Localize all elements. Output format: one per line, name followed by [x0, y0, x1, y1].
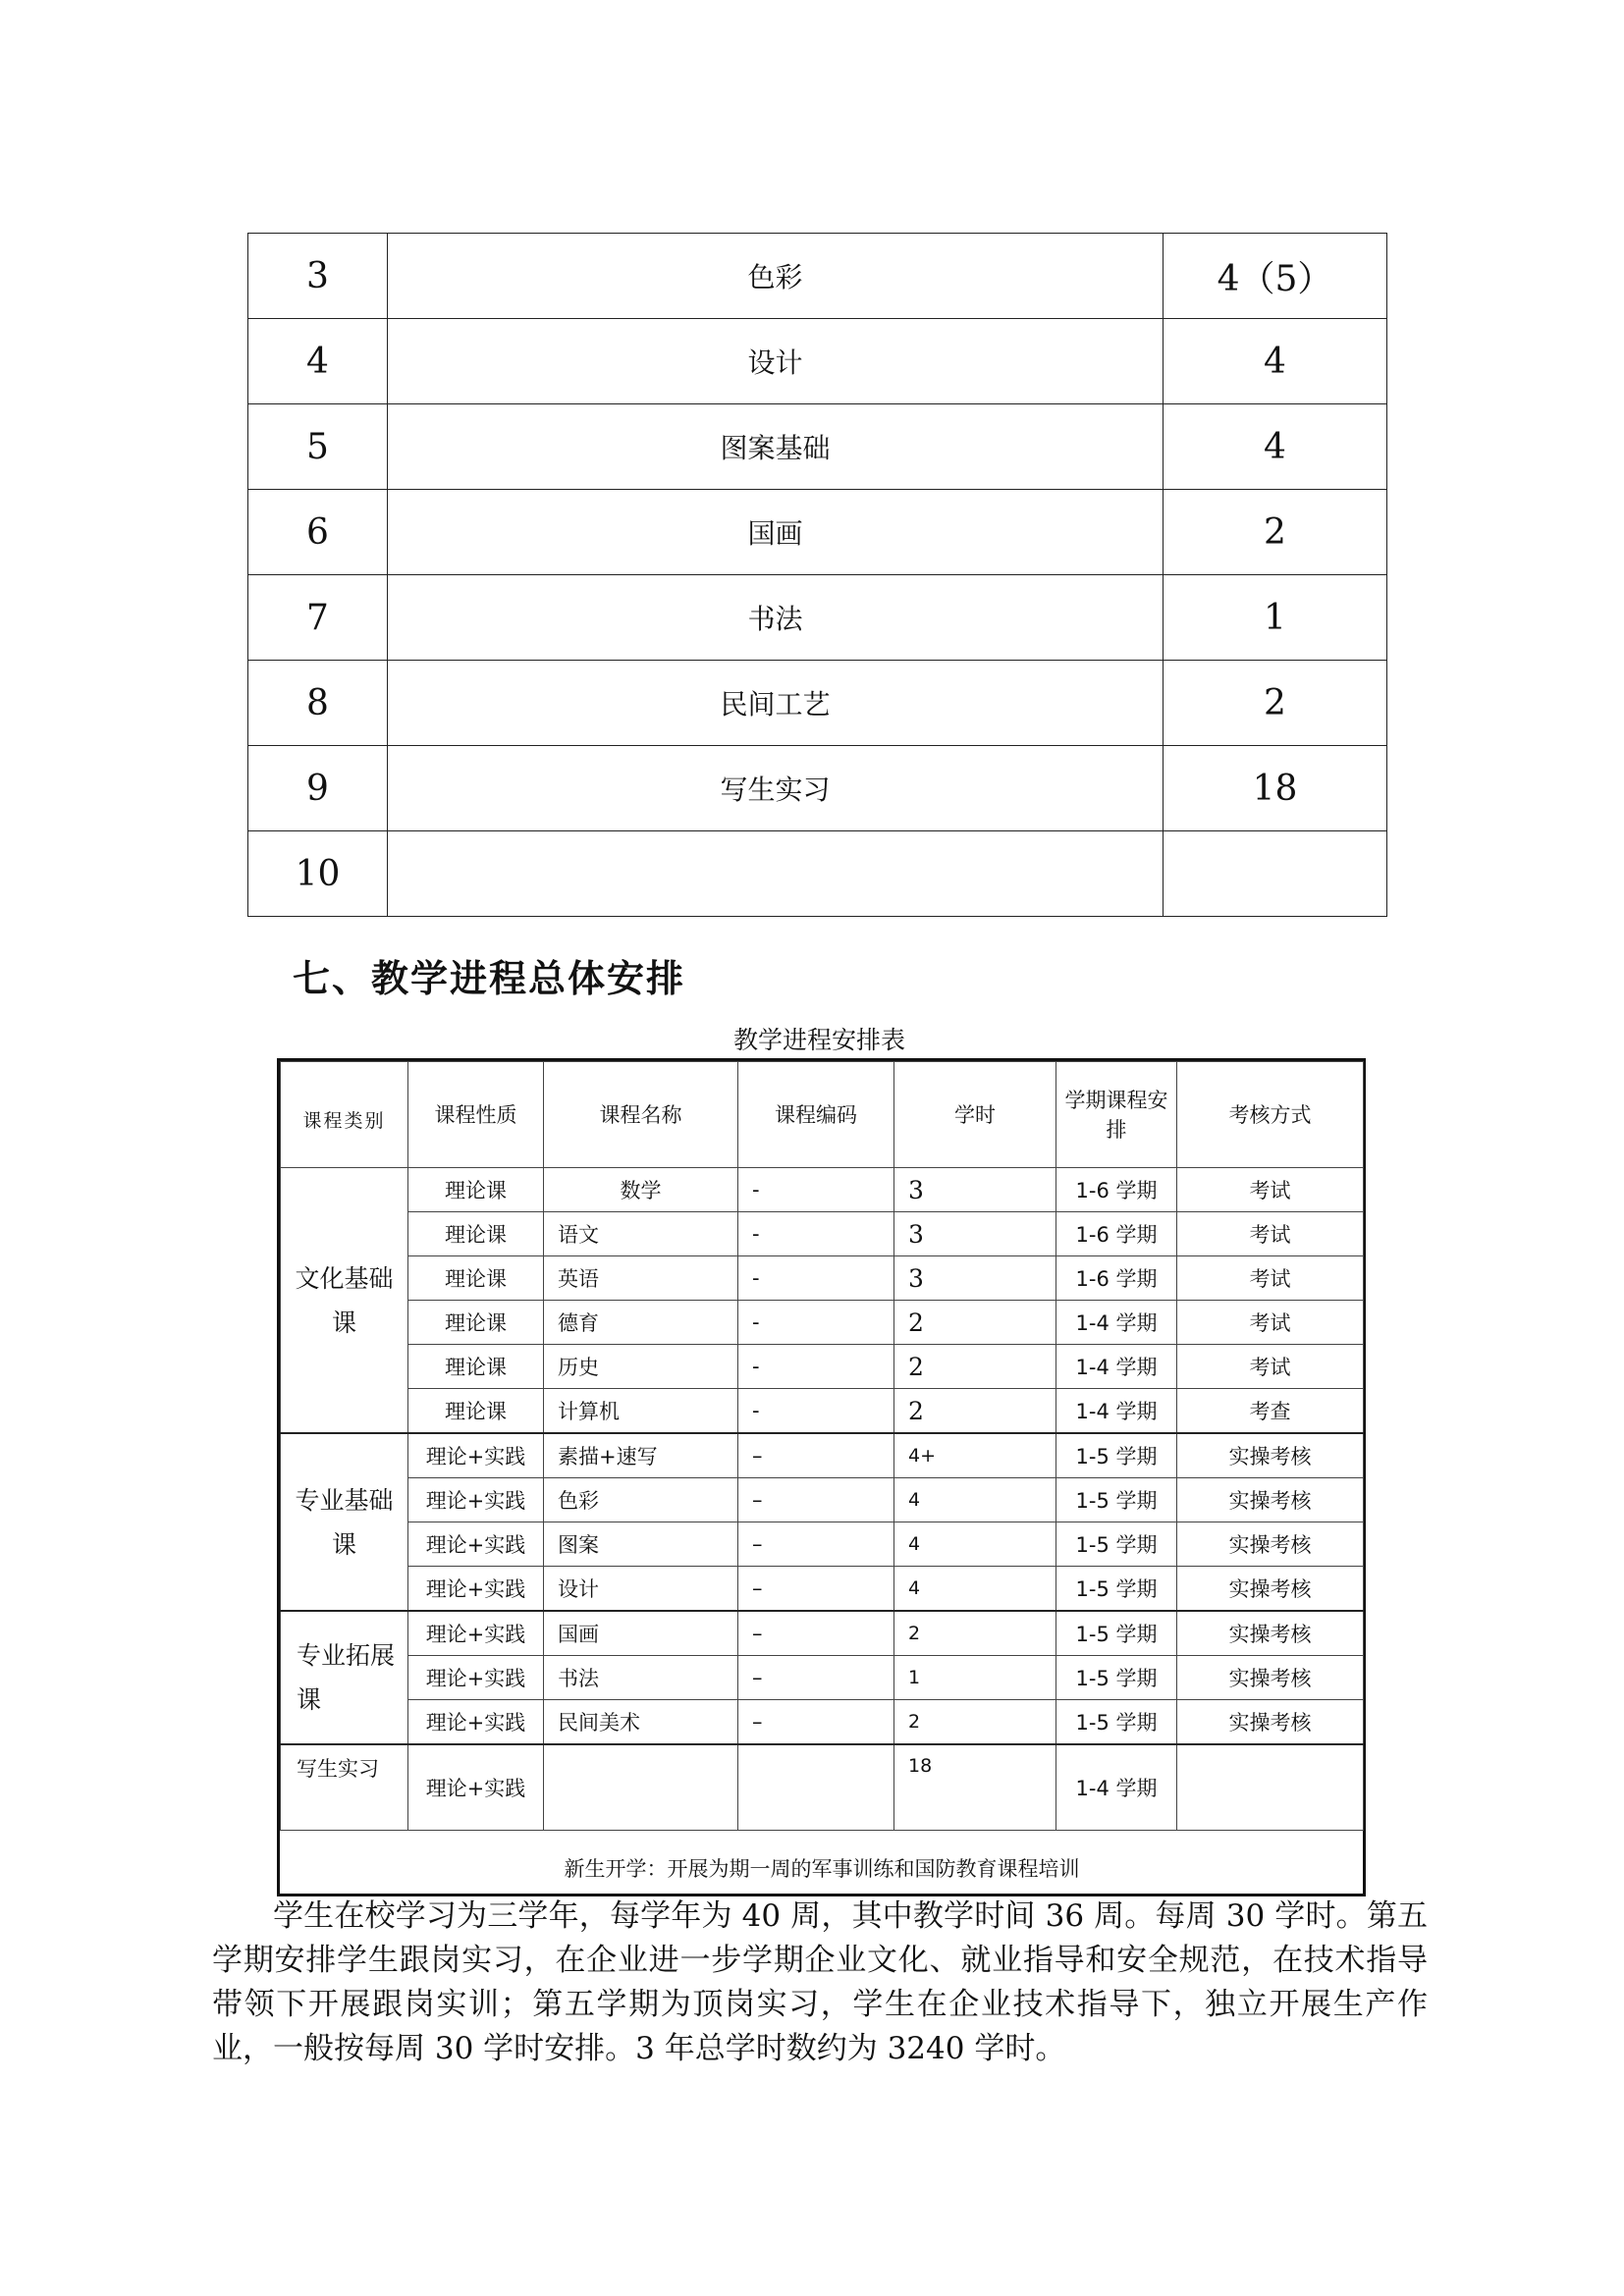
- course-code: [738, 1744, 894, 1831]
- course-hours: 18: [1164, 746, 1387, 831]
- table-row: [248, 831, 1387, 917]
- course-nature: 理论课: [408, 1168, 544, 1212]
- course-code: –: [738, 1433, 894, 1478]
- course-hours: 2: [1164, 661, 1387, 746]
- category-professional-basic: 专业基础课: [281, 1433, 408, 1611]
- course-name: 色彩: [544, 1478, 738, 1522]
- table-row: [248, 746, 1387, 831]
- table-row: [281, 1700, 1364, 1745]
- course-nature: 理论课: [408, 1345, 544, 1389]
- course-code: –: [738, 1700, 894, 1745]
- course-semester: 1-5 学期: [1056, 1433, 1177, 1478]
- course-nature: 理论+实践: [408, 1700, 544, 1745]
- course-nature: 理论+实践: [408, 1433, 544, 1478]
- course-name: 设计: [544, 1567, 738, 1612]
- table-row: [281, 1345, 1364, 1389]
- section-heading: 七、教学进程总体安排: [293, 957, 686, 1000]
- course-semester: 1-6 学期: [1056, 1256, 1177, 1301]
- course-assessment: 实操考核: [1177, 1700, 1364, 1745]
- row-number: 3: [248, 234, 388, 319]
- course-hours: 4: [894, 1567, 1056, 1612]
- course-name: [388, 831, 1164, 917]
- course-hours: 4: [894, 1478, 1056, 1522]
- course-nature: 理论+实践: [408, 1567, 544, 1612]
- course-hours: 4+: [894, 1433, 1056, 1478]
- course-name: 书法: [388, 575, 1164, 661]
- course-hours: 4: [1164, 319, 1387, 404]
- schedule-table-caption: 教学进程安排表: [732, 1026, 905, 1054]
- course-hours: 2: [894, 1700, 1056, 1745]
- schedule-note: 新生开学：开展为期一周的军事训练和国防教育课程培训: [281, 1831, 1364, 1906]
- course-name: 国画: [388, 490, 1164, 575]
- course-name: 设计: [388, 319, 1164, 404]
- course-semester: 1-5 学期: [1056, 1700, 1177, 1745]
- course-name: 数学: [544, 1168, 738, 1212]
- table-row: [281, 1611, 1364, 1656]
- course-hours: 2: [894, 1389, 1056, 1434]
- course-hours: 1: [894, 1656, 1056, 1700]
- course-hours-table: [247, 233, 1387, 917]
- course-semester: 1-4 学期: [1056, 1345, 1177, 1389]
- table-row: [281, 1433, 1364, 1478]
- table-row: [281, 1168, 1364, 1212]
- course-nature: 理论课: [408, 1389, 544, 1434]
- course-assessment: 考试: [1177, 1256, 1364, 1301]
- course-assessment: 考查: [1177, 1389, 1364, 1434]
- category-cultural: 文化基础课: [281, 1168, 408, 1434]
- course-code: –: [738, 1522, 894, 1567]
- category-professional-extension: 专业拓展课: [281, 1611, 408, 1744]
- row-number: 5: [248, 404, 388, 490]
- course-assessment: 考试: [1177, 1301, 1364, 1345]
- table-row: [281, 1212, 1364, 1256]
- course-assessment: [1177, 1744, 1364, 1831]
- course-code: -: [738, 1345, 894, 1389]
- course-assessment: 实操考核: [1177, 1656, 1364, 1700]
- table-row: [281, 1256, 1364, 1301]
- course-semester: 1-5 学期: [1056, 1522, 1177, 1567]
- header-hours: 学时: [894, 1062, 1056, 1168]
- course-hours: 3: [894, 1168, 1056, 1212]
- header-name: 课程名称: [544, 1062, 738, 1168]
- course-semester: 1-5 学期: [1056, 1478, 1177, 1522]
- course-code: -: [738, 1256, 894, 1301]
- course-name: 图案基础: [388, 404, 1164, 490]
- course-name: 写生实习: [388, 746, 1164, 831]
- table-row: [248, 490, 1387, 575]
- course-name: 民间工艺: [388, 661, 1164, 746]
- course-nature: 理论+实践: [408, 1611, 544, 1656]
- course-hours: 4（5）: [1164, 234, 1387, 319]
- course-assessment: 实操考核: [1177, 1433, 1364, 1478]
- course-assessment: 实操考核: [1177, 1478, 1364, 1522]
- row-number: 10: [248, 831, 388, 917]
- course-assessment: 实操考核: [1177, 1522, 1364, 1567]
- course-hours: 1: [1164, 575, 1387, 661]
- course-hours: 4: [1164, 404, 1387, 490]
- course-code: -: [738, 1212, 894, 1256]
- course-semester: 1-5 学期: [1056, 1611, 1177, 1656]
- row-number: 7: [248, 575, 388, 661]
- header-nature: 课程性质: [408, 1062, 544, 1168]
- course-assessment: 实操考核: [1177, 1567, 1364, 1612]
- course-name: 历史: [544, 1345, 738, 1389]
- header-category: 课程类别: [281, 1062, 408, 1168]
- header-semester: 学期课程安排: [1056, 1062, 1177, 1168]
- course-assessment: 实操考核: [1177, 1611, 1364, 1656]
- table-row: [248, 404, 1387, 490]
- table-header-row: [281, 1062, 1364, 1168]
- course-nature: 理论课: [408, 1256, 544, 1301]
- course-name: 德育: [544, 1301, 738, 1345]
- course-code: –: [738, 1656, 894, 1700]
- category-practice: 写生实习: [281, 1744, 408, 1831]
- course-code: –: [738, 1611, 894, 1656]
- course-name: 计算机: [544, 1389, 738, 1434]
- course-code: –: [738, 1478, 894, 1522]
- course-nature: 理论+实践: [408, 1478, 544, 1522]
- header-assessment: 考核方式: [1177, 1062, 1364, 1168]
- table-row: [281, 1389, 1364, 1434]
- row-number: 8: [248, 661, 388, 746]
- course-semester: 1-4 学期: [1056, 1389, 1177, 1434]
- table-row: [281, 1478, 1364, 1522]
- course-assessment: 考试: [1177, 1168, 1364, 1212]
- course-assessment: 考试: [1177, 1212, 1364, 1256]
- course-semester: 1-6 学期: [1056, 1212, 1177, 1256]
- course-hours: 4: [894, 1522, 1056, 1567]
- row-number: 4: [248, 319, 388, 404]
- course-nature: 理论+实践: [408, 1744, 544, 1831]
- course-name: 图案: [544, 1522, 738, 1567]
- course-assessment: 考试: [1177, 1345, 1364, 1389]
- course-semester: 1-5 学期: [1056, 1567, 1177, 1612]
- table-row: [248, 234, 1387, 319]
- table-row: [281, 1522, 1364, 1567]
- course-hours: 2: [894, 1345, 1056, 1389]
- course-nature: 理论+实践: [408, 1522, 544, 1567]
- table-row: [248, 575, 1387, 661]
- course-name: 素描+速写: [544, 1433, 738, 1478]
- course-hours: 2: [894, 1301, 1056, 1345]
- course-name: 色彩: [388, 234, 1164, 319]
- course-code: –: [738, 1567, 894, 1612]
- course-semester: 1-4 学期: [1056, 1301, 1177, 1345]
- header-code: 课程编码: [738, 1062, 894, 1168]
- row-number: 6: [248, 490, 388, 575]
- table-row: [281, 1656, 1364, 1700]
- table-row: [281, 1744, 1364, 1831]
- course-nature: 理论课: [408, 1301, 544, 1345]
- table-row: [248, 661, 1387, 746]
- course-hours: 2: [1164, 490, 1387, 575]
- course-name: 书法: [544, 1656, 738, 1700]
- course-nature: 理论课: [408, 1212, 544, 1256]
- course-semester: 1-6 学期: [1056, 1168, 1177, 1212]
- course-semester: 1-5 学期: [1056, 1656, 1177, 1700]
- course-hours: 18: [894, 1744, 1056, 1831]
- course-hours: 3: [894, 1256, 1056, 1301]
- schedule-table: [280, 1061, 1364, 1905]
- course-nature: 理论+实践: [408, 1656, 544, 1700]
- course-name: 语文: [544, 1212, 738, 1256]
- course-name: 国画: [544, 1611, 738, 1656]
- table-row: [248, 319, 1387, 404]
- body-paragraph: 学生在校学习为三学年，每学年为 40 周，其中教学时间 36 周。每周 30 学时。第五学期安排学生跟岗实习，在企业进一步学期企业文化、就业指导和安全规范，在技术指导带领下开展跟岗实训；第五学期为顶岗实习，学生在企业技术指导下，独立开展生产作业，一般按每周 30 学时安排。3 年总学时数约为 3240 学时。: [212, 1898, 1428, 2066]
- course-code: -: [738, 1389, 894, 1434]
- course-semester: 1-4 学期: [1056, 1744, 1177, 1831]
- course-code: -: [738, 1168, 894, 1212]
- schedule-table-frame: [277, 1058, 1366, 1896]
- course-hours: [1164, 831, 1387, 917]
- course-name: [544, 1744, 738, 1831]
- table-row: [281, 1567, 1364, 1612]
- table-row: [281, 1301, 1364, 1345]
- course-name: 英语: [544, 1256, 738, 1301]
- row-number: 9: [248, 746, 388, 831]
- course-hours: 3: [894, 1212, 1056, 1256]
- course-name: 民间美术: [544, 1700, 738, 1745]
- course-code: -: [738, 1301, 894, 1345]
- course-hours: 2: [894, 1611, 1056, 1656]
